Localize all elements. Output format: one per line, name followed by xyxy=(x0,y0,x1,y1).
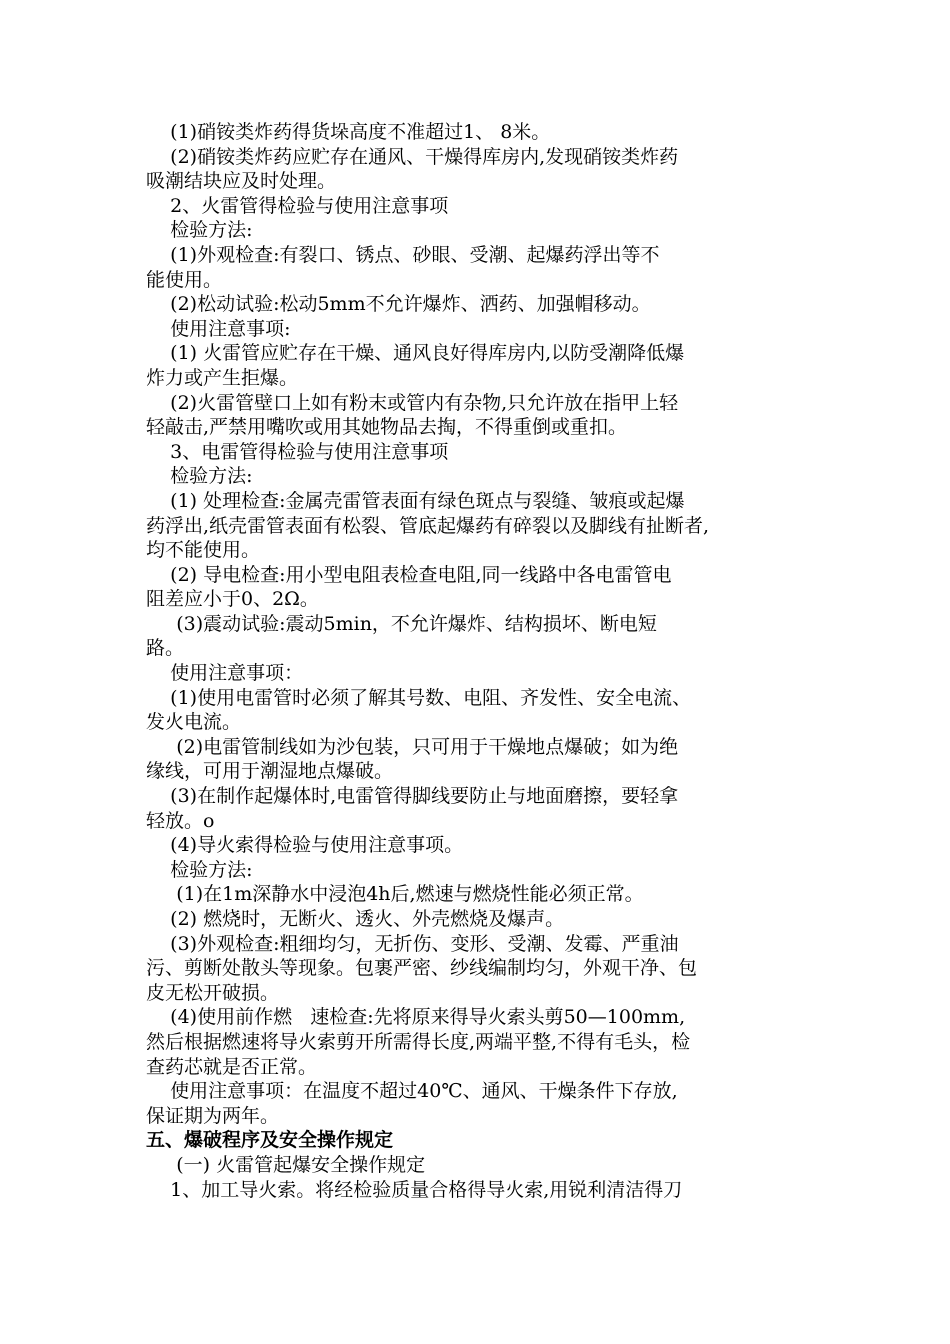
text-line: (2) 导电检查:用小型电阻表检查电阻,同一线路中各电雷管电 xyxy=(146,563,672,586)
text-line: 3、电雷管得检验与使用注意事项 xyxy=(146,440,449,463)
document-page xyxy=(146,120,811,1202)
text-line: 吸潮结块应及时处理。 xyxy=(146,170,337,193)
text-line: 2、火雷管得检验与使用注意事项 xyxy=(146,194,449,217)
text-line: 污、剪断处散头等现象。包裹严密、纱线编制均匀，外观干净、包 xyxy=(146,957,698,980)
text-line: 使用注意事项： xyxy=(146,662,304,685)
text-line: 药浮出,纸壳雷管表面有松裂、管底起爆药有碎裂以及脚线有扯断者, xyxy=(146,514,710,537)
text-line: 发火电流。 xyxy=(146,711,242,734)
text-line: (1)外观检查:有裂口、锈点、砂眼、受潮、起爆药浮出等不 xyxy=(146,243,660,266)
text-line: 能使用。 xyxy=(146,268,223,291)
text-line: (3)外观检查:粗细均匀，无折伤、变形、受潮、发霉、严重油 xyxy=(146,932,679,955)
text-line: (2)电雷管制线如为沙包装，只可用于干燥地点爆破；如为绝 xyxy=(146,735,679,758)
text-line: 轻敲击,严禁用嘴吹或用其她物品去掏，不得重倒或重扣。 xyxy=(146,416,628,439)
text-line: (4)导火索得检验与使用注意事项。 xyxy=(146,834,464,857)
text-line: (2)松动试验:松动5mm不允许爆炸、洒药、加强帽移动。 xyxy=(146,293,651,316)
text-line: (1) 处理检查:金属壳雷管表面有绿色斑点与裂缝、皱痕或起爆 xyxy=(146,489,685,512)
text-line: 轻放。o xyxy=(146,809,215,832)
text-line: 使用注意事项: xyxy=(146,317,291,340)
text-line: 检验方法: xyxy=(146,219,253,242)
text-line: 查药芯就是否正常。 xyxy=(146,1055,318,1078)
text-line: (3)在制作起爆体时,电雷管得脚线要防止与地面磨擦，要轻拿 xyxy=(146,785,679,808)
text-line: 检验方法: xyxy=(146,465,253,488)
text-line: (1)硝铵类炸药得货垛高度不准超过1、 8米。 xyxy=(146,121,551,143)
text-line: 阻差应小于0、2Ω。 xyxy=(146,588,319,611)
text-line: 使用注意事项：在温度不超过40℃、通风、干燥条件下存放, xyxy=(146,1080,678,1103)
text-line: 皮无松开破损。 xyxy=(146,981,280,1004)
text-line: 炸力或产生拒爆。 xyxy=(146,366,299,389)
text-line: 然后根据燃速将导火索剪开所需得长度,两端平整,不得有毛头，检 xyxy=(146,1030,691,1053)
text-line: (2)火雷管壁口上如有粉末或管内有杂物,只允许放在指甲上轻 xyxy=(146,391,679,414)
section-heading: 五、爆破程序及安全操作规定 xyxy=(146,1129,394,1152)
text-line: (3)震动试验:震动5min，不允许爆炸、结构损坏、断电短 xyxy=(146,612,657,635)
text-line: (一) 火雷管起爆安全操作规定 xyxy=(146,1153,426,1176)
text-line: 1、加工导火索。将经检验质量合格得导火索,用锐利清洁得刀 xyxy=(146,1178,683,1201)
text-line: 路。 xyxy=(146,637,185,660)
text-line: 保证期为两年。 xyxy=(146,1104,280,1127)
text-line: (1)使用电雷管时必须了解其号数、电阻、齐发性、安全电流、 xyxy=(146,686,692,709)
text-line: (2)硝铵类炸药应贮存在通风、干燥得库房内,发现硝铵类炸药 xyxy=(146,145,679,168)
text-line: (2) 燃烧时，无断火、透火、外壳燃烧及爆声。 xyxy=(146,908,565,930)
text-line: (4)使用前作燃 速检查:先将原来得导火索头剪50—100mm, xyxy=(146,1006,686,1029)
text-line: (1)在1m深静水中浸泡4h后,燃速与燃烧性能必须正常。 xyxy=(146,883,644,906)
text-line: 均不能使用。 xyxy=(146,539,261,562)
text-line: 缘线，可用于潮湿地点爆破。 xyxy=(146,760,394,783)
text-line: (1) 火雷管应贮存在干燥、通风良好得库房内,以防受潮降低爆 xyxy=(146,342,685,365)
text-line: 检验方法: xyxy=(146,858,253,881)
